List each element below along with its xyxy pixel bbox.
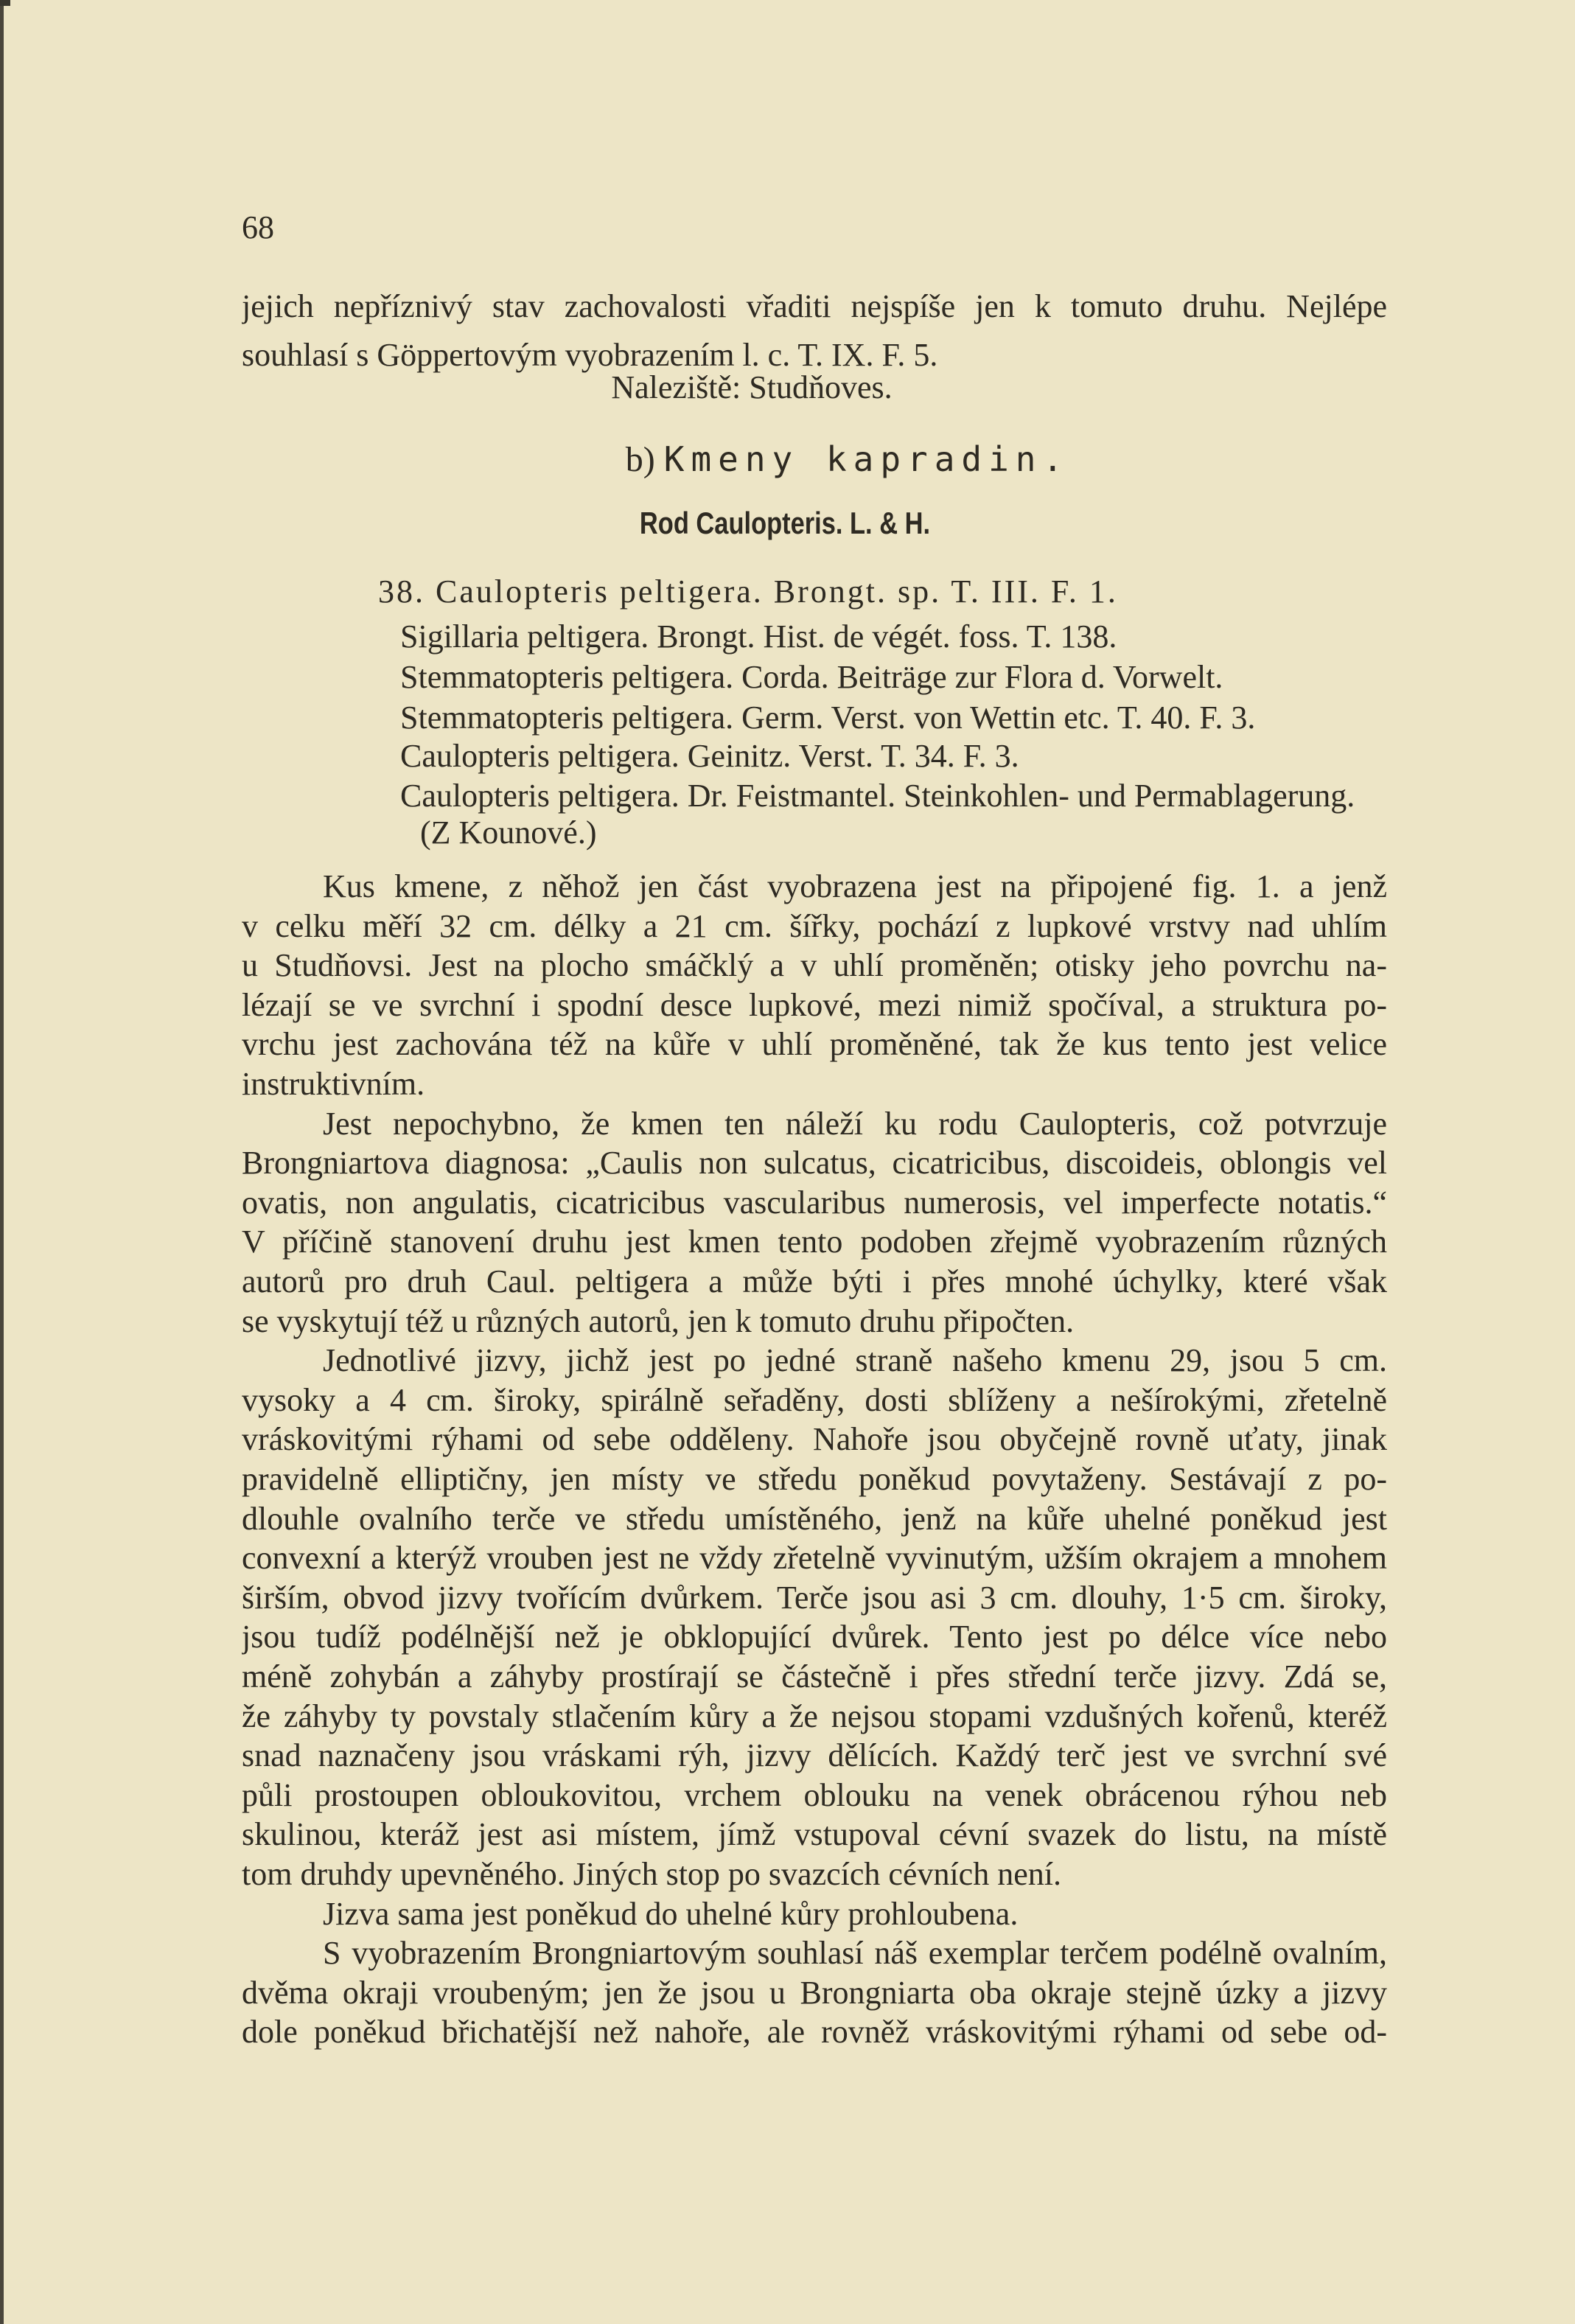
text-line: vysoky a 4 cm. široky, spirálně seřaděny, dosti sblíženy a nešírokými, zřetelně [242,1381,1387,1418]
text-line: půli prostoupen obloukovitou, vrchem oblouku na venek obrácenou rýhou neb [242,1776,1387,1813]
text-line: v celku měří 32 cm. délky a 21 cm. šířky, pochází z lupkové vrstvy nad uhlím [242,907,1387,944]
synonym-line: Sigillaria peltigera. Brongt. Hist. de végét. foss. T. 138. [400,618,1117,655]
text-line: širším, obvod jizvy tvořícím dvůrkem. Terče jsou asi 3 cm. dlouhy, 1·5 cm. široky, [242,1579,1387,1616]
paragraph-first-line: Jednotlivé jizvy, jichž jest po jedné straně našeho kmenu 29, jsou 5 cm. [323,1342,1387,1379]
paragraph-first-line: Kus kmene, z něhož jen část vyobrazena jest na připojené fig. 1. a jenž [323,868,1387,904]
text-line: u Studňovsi. Jest na plocho smáčklý a v uhlí proměněn; otisky jeho povrchu na- [242,947,1387,984]
section-title: Kmeny kapradin. [663,439,1070,479]
synonym-line: Stemmatopteris peltigera. Corda. Beiträge zur Flora d. Vorwelt. [400,659,1223,695]
scan-edge [0,0,4,2324]
text-line: Brongniartova diagnosa: „Caulis non sulcatus, cicatricibus, discoideis, oblongis vel [242,1145,1387,1182]
locality-note: (Z Kounové.) [420,814,597,851]
genus-heading: Rod Caulopteris. L. & H. [639,506,931,540]
text-line: dole poněkud břichatější než nahoře, ale rovněž vráskovitými rýhami od sebe od- [242,2014,1387,2051]
scan-mark [0,0,10,6]
text-line: autorů pro druh Caul. peltigera a může býti i přes mnohé úchylky, které však [242,1263,1387,1299]
paragraph-first-line: S vyobrazením Brongniartovým souhlasí náš exemplar terčem podélně ovalním, [323,1935,1387,1972]
text-line: tom druhdy upevněného. Jiných stop po svazcích cévních není. [242,1856,1061,1892]
page-number: 68 [242,209,274,245]
synonym-line: Caulopteris peltigera. Dr. Feistmantel. Steinkohlen- und Permablagerung. [400,778,1355,814]
text-line: V příčině stanovení druhu jest kmen tento podoben zřejmě vyobrazením různých [242,1224,1387,1260]
text-line: dvěma okraji vroubeným; jen že jsou u Brongniarta oba okraje stejně úzky a jizvy [242,1974,1387,2011]
synonym-line: Stemmatopteris peltigera. Germ. Verst. von Wettin etc. T. 40. F. 3. [400,699,1256,736]
locality: Naleziště: Studňoves. [611,369,893,405]
text-line: snad naznačeny jsou vráskami rýh, jizvy dělících. Každý terč jest ve svrchní své [242,1737,1387,1774]
synonym-line: Caulopteris peltigera. Geinitz. Verst. T. 34. F. 3. [400,738,1019,774]
species-entry: 38. Caulopteris peltigera. Brongt. sp. T. III. F. 1. [378,573,1118,610]
text-line: jejich nepříznivý stav zachovalosti vřaditi nejspíše jen k tomuto druhu. Nejlépe [242,288,1387,324]
text-line: lézají se ve svrchní i spodní desce lupkové, mezi nimiž spočíval, a struktura po- [242,986,1387,1023]
text-line: instruktivním. [242,1066,425,1102]
text-line: se vyskytují též u různých autorů, jen k tomuto druhu připočten. [242,1302,1075,1339]
text-line: vrchu jest zachována též na kůře v uhlí proměněné, tak že kus tento jest velice [242,1026,1387,1063]
section-heading [516,439,1179,480]
text-line: skulinou, kteráž jest asi místem, jímž vstupoval cévní svazek do listu, na místě [242,1816,1387,1853]
section-prefix: b) [625,440,655,479]
paragraph-first-line: Jest nepochybno, že kmen ten náleží ku rodu Caulopteris, což potvrzuje [323,1105,1387,1142]
text-line: vráskovitými rýhami od sebe odděleny. Nahoře jsou obyčejně rovně uťaty, jinak [242,1421,1387,1458]
text-line: jsou tudíž podélnější než je obklopující dvůrek. Tento jest po délce více nebo [242,1619,1387,1655]
text-line: ovatis, non angulatis, cicatricibus vascularibus numerosis, vel imperfecte notatis.“ [242,1184,1387,1221]
text-line: dlouhle ovalního terče ve středu umístěného, jenž na kůře uhelné poněkud jest [242,1500,1387,1537]
text-line: convexní a kterýž vrouben jest ne vždy zřetelně vyvinutým, užším okrajem a mnohem [242,1540,1387,1577]
text-line: že záhyby ty povstaly stlačením kůry a že nejsou stopami vzdušných kořenů, kteréž [242,1697,1387,1734]
text-line: souhlasí s Göppertovým vyobrazením l. c. T. IX. F. 5. [242,337,938,373]
text-line: méně zohybán a záhyby prostírají se částečně i přes střední terče jizvy. Zdá se, [242,1658,1387,1695]
text-line: pravidelně elliptičny, jen místy ve středu poněkud povytaženy. Sestávají z po- [242,1461,1387,1497]
paragraph-first-line: Jizva sama jest poněkud do uhelné kůry prohloubena. [323,1895,1019,1932]
